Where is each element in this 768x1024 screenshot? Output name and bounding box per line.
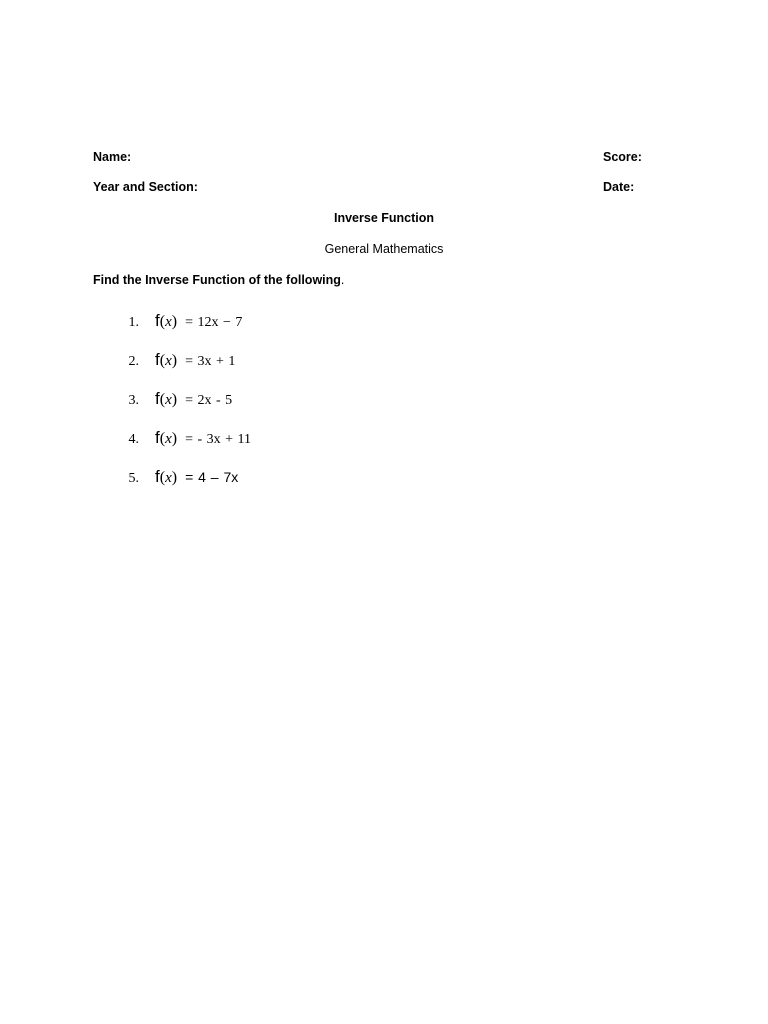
problem-number: 4.: [128, 432, 139, 447]
function-variable: x: [165, 392, 172, 408]
score-label: Score:: [603, 150, 642, 164]
function-variable: x: [165, 431, 172, 447]
problem-number: 2.: [128, 354, 139, 369]
instruction-period: .: [340, 273, 345, 287]
problem-item: [110, 389, 251, 428]
open-paren: (: [159, 352, 166, 369]
function-expression: = 2x - 5: [185, 393, 233, 408]
open-paren: (: [159, 430, 166, 447]
function-expression: = - 3x + 11: [185, 432, 251, 447]
function-variable: x: [165, 470, 172, 486]
close-paren: ): [171, 469, 178, 486]
function-name: f: [155, 350, 160, 369]
problem-list: [110, 311, 251, 506]
open-paren: (: [159, 313, 166, 330]
problem-item: [110, 311, 251, 350]
function-name: f: [155, 311, 160, 330]
problem-number: 5.: [128, 471, 139, 486]
worksheet-title: Inverse Function: [333, 211, 435, 225]
function-expression: = 3x + 1: [185, 354, 236, 369]
close-paren: ): [171, 313, 178, 330]
function-name: f: [155, 467, 160, 486]
name-label: Name:: [93, 150, 132, 164]
problem-number: 1.: [128, 315, 139, 330]
instruction: [93, 273, 344, 287]
function-expression: = 4 – 7x: [185, 469, 239, 485]
close-paren: ): [171, 391, 178, 408]
problem-number: 3.: [128, 393, 139, 408]
instruction-text: Find the Inverse Function of the following: [93, 273, 341, 287]
date-label: Date:: [603, 180, 635, 194]
problem-item: [110, 350, 251, 389]
function-expression: = 12x − 7: [185, 315, 243, 330]
year-section-label: Year and Section:: [93, 180, 198, 194]
open-paren: (: [159, 469, 166, 486]
worksheet-subtitle: General Mathematics: [324, 242, 444, 256]
function-variable: x: [165, 314, 172, 330]
open-paren: (: [159, 391, 166, 408]
close-paren: ): [171, 430, 178, 447]
problem-item: [110, 467, 251, 506]
function-name: f: [155, 428, 160, 447]
function-name: f: [155, 389, 160, 408]
problem-item: [110, 428, 251, 467]
function-variable: x: [165, 353, 172, 369]
close-paren: ): [171, 352, 178, 369]
